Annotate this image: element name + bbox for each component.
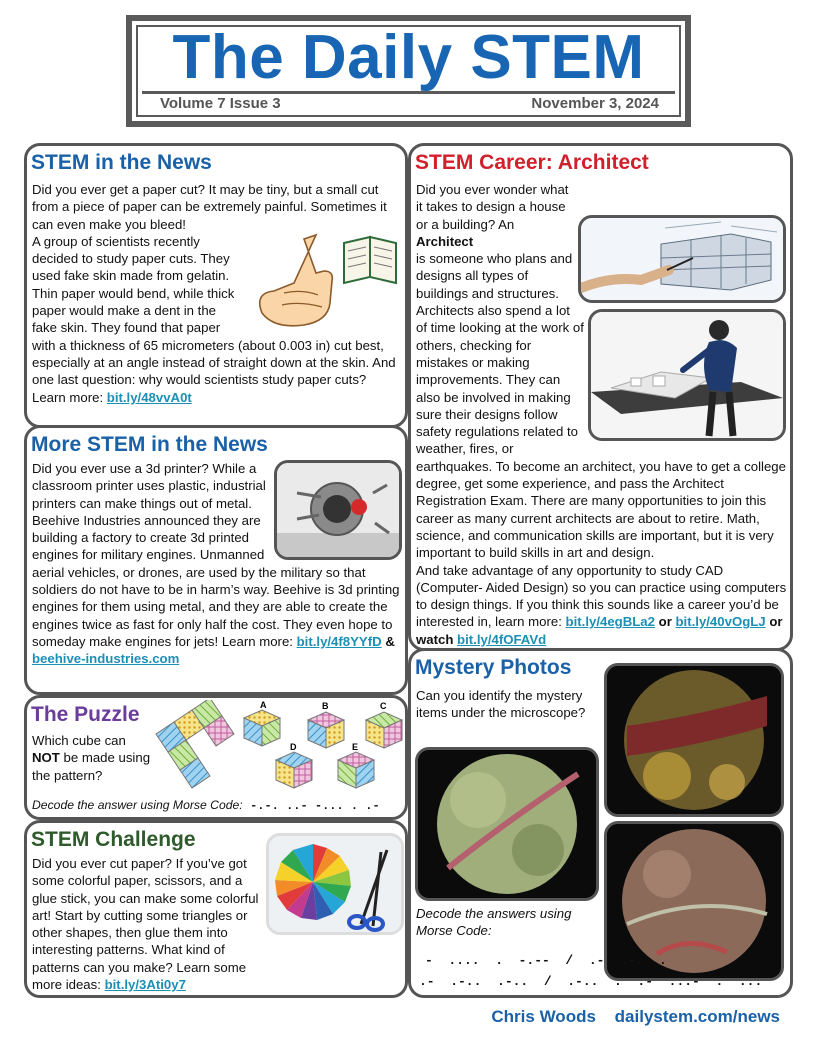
stem-career-box <box>408 143 793 651</box>
puzzle-decode: Decode the answer using Morse Code: -.-. ..- -... . .- <box>32 798 380 813</box>
book-icon <box>344 237 396 283</box>
cube-puzzle-diagram <box>152 700 407 800</box>
building-sketch-icon <box>581 218 783 300</box>
cube-label-d: D <box>290 742 297 752</box>
engine-photo-wrap <box>274 460 404 562</box>
stem-in-the-news-heading: STEM in the News <box>31 151 212 174</box>
pointing-finger-icon <box>244 233 404 329</box>
architect-drawing-wrap <box>578 215 788 305</box>
microscope-view-1 <box>418 750 596 898</box>
cube-label-b: B <box>322 701 329 711</box>
mystery-morse-1: - .... . -.-- / .- .-. . <box>425 953 667 968</box>
architect-photo-wrap <box>588 309 788 443</box>
microscope-view-2 <box>607 666 781 814</box>
mystery-question: Can you identify the mystery items under the microscope? <box>416 688 586 721</box>
engine-icon <box>277 463 399 557</box>
career-or-watch: or watch <box>416 614 783 647</box>
career-link-2[interactable]: bit.ly/40vOgLJ <box>675 614 766 630</box>
cube-label-a: A <box>260 700 267 710</box>
more-stem-news-box <box>24 425 408 695</box>
footer-site-link[interactable]: dailystem.com/news <box>614 1007 780 1026</box>
puzzle-question: Which cube can NOT be made using the pattern? <box>32 733 151 783</box>
news-paragraph-1: Did you ever get a paper cut? It may be tiny, but a small cut from a piece of paper can be extremely painful. Sometimes it can even make you bleed! <box>32 182 387 232</box>
cube-d <box>276 752 312 788</box>
stem-challenge-box <box>24 820 408 998</box>
stem-challenge-heading: STEM Challenge <box>31 828 196 851</box>
cube-label-e: E <box>352 742 359 752</box>
colorful-pinwheel-icon <box>269 836 401 932</box>
puzzle-heading: The Puzzle <box>31 703 140 726</box>
career-text-2: is someone who plans and designs all types of buildings and structures. Architects also spend a lot of time looking at the work of others, checking for mistakes or making improvements. They can also be involved in making sure their designs follow safety regulations related to weather, fires, or earthquakes. To become an architect, you have to get a college degree, get some experience, and pass the Architect Registration Exam. There are many opportunities to join this career as many current architects are about to retire. Math, science, and communication skills are important, but it is very important to build skills in art and design. <box>416 251 786 561</box>
news-link[interactable]: bit.ly/48vvA0t <box>106 389 192 405</box>
cube-c <box>366 712 402 748</box>
career-or: or <box>658 614 672 630</box>
cube-b <box>308 712 344 748</box>
puzzle-morse: -.-. ..- -... . .- <box>250 799 380 813</box>
career-text-3: And take advantage of any opportunity to study CAD (Computer- Aided Design) so you can practice using computers to design things. If you think this sounds like a career you’d be interested in, learn more: <box>416 562 787 630</box>
footer <box>477 1007 780 1027</box>
career-bold-architect: Architect <box>416 233 474 249</box>
footer-author: Chris Woods <box>491 1007 596 1026</box>
more-news-text: Did you ever use a 3d printer? While a classroom printer uses plastic, industrial printers can make things out of metal. Beehive Industries announced they are building a factory to create 3d printed engines for military engines. Unmanned aerial vehicles, or drones, are used by the military so that soldiers do not have to be in harm’s way. Beehive is 3d printing engines for them using metal, and they are able to create the engines twice as fast for only half the cost. They even hope to someday make engines for jets! Learn more: <box>32 461 400 649</box>
cube-label-c: C <box>380 701 387 711</box>
paper-art-wrap <box>266 855 404 959</box>
challenge-link[interactable]: bit.ly/3Ati0y7 <box>104 977 186 993</box>
puzzle-box <box>24 695 408 820</box>
mystery-photos-heading: Mystery Photos <box>415 656 572 679</box>
more-stem-news-heading: More STEM in the News <box>31 433 268 456</box>
career-link-1[interactable]: bit.ly/4egBLa2 <box>565 614 655 630</box>
mystery-photos-box <box>408 648 793 998</box>
news-paragraph-2: A group of scientists recently decided to study paper cuts. They used fake skin made from gelatin. Thin paper would bend, while thick paper would make a dent in the fake skin. They found that paper with a thickness of 65 micrometers (about 0.003 in) cut best, especially at an angle instead of straight down at the skin. And one last question: why would scientists study paper cuts? <box>32 233 396 388</box>
more-news-link-1[interactable]: bit.ly/4f8YYfD <box>296 633 382 649</box>
cube-e <box>338 752 374 788</box>
architect-icon <box>591 312 783 438</box>
ampersand: & <box>385 633 395 649</box>
architect-drawing-photo <box>578 215 786 303</box>
volume-issue: Volume 7 Issue 3 <box>160 95 281 112</box>
paper-art-photo <box>266 833 404 935</box>
mystery-decode: Decode the answers using Morse Code: <box>416 906 572 939</box>
challenge-text: Did you ever cut paper? If you’ve got some colorful paper, scissors, and a glue stick, you can make some colorful art! Start by cutting some triangles or other shapes, then glue them into interesting patterns. What kind of patterns can you make? Learn some more ideas: <box>32 856 259 993</box>
mystery-photo-2 <box>604 663 784 817</box>
finger-book-illustration <box>244 233 404 329</box>
more-news-link-2[interactable]: beehive-industries.com <box>32 651 180 667</box>
stem-in-the-news-box <box>24 143 408 428</box>
mystery-morse-2: .- .-.. .-.. / .-.. . .- ...- . ... <box>419 974 763 989</box>
mystery-photo-1 <box>415 747 599 901</box>
masthead-divider <box>142 91 675 94</box>
cube-a <box>244 710 280 746</box>
career-link-3[interactable]: bit.ly/4fOFAVd <box>457 631 547 647</box>
news-learn-more: Learn more: bit.ly/48vvA0t <box>32 389 192 405</box>
masthead <box>126 15 691 127</box>
cube-net <box>156 700 234 788</box>
architect-at-table-photo <box>588 309 786 441</box>
career-text-1: Did you ever wonder what it takes to design a house or a building? An <box>416 182 569 232</box>
stem-career-heading: STEM Career: Architect <box>415 151 649 174</box>
newsletter-title: The Daily STEM <box>172 23 645 92</box>
issue-date: November 3, 2024 <box>531 95 659 112</box>
3d-printed-engine-photo <box>274 460 402 560</box>
